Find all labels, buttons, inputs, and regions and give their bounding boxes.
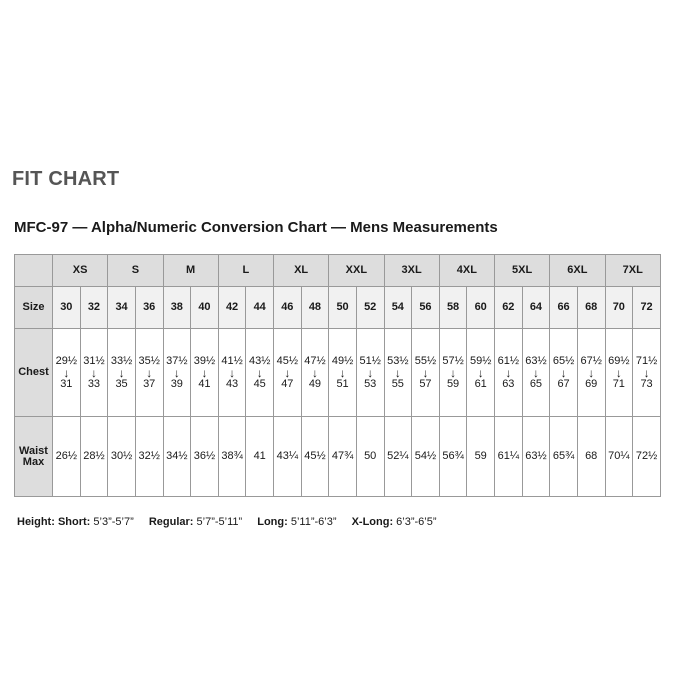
down-arrow-icon: ↓ [588, 365, 595, 380]
down-arrow-icon: ↓ [311, 365, 318, 380]
chest-to-value: 45 [253, 377, 266, 390]
down-arrow-icon: ↓ [505, 365, 512, 380]
chest-from-value: 69½ [608, 354, 630, 367]
chest-to-value: 43 [225, 377, 239, 390]
size-row-label: Size [15, 287, 53, 329]
down-arrow-icon: ↓ [118, 365, 125, 380]
page-title: FIT CHART [12, 168, 120, 190]
chest-from-value: 35½ [138, 354, 160, 367]
alpha-size-header: L [218, 255, 273, 287]
height-xlong-label: X-Long: [351, 516, 394, 528]
chest-cell [384, 329, 412, 417]
chest-cell [163, 329, 191, 417]
chest-cell [274, 329, 302, 417]
chest-cell [218, 329, 246, 417]
alpha-size-header: XS [53, 255, 108, 287]
down-arrow-icon: ↓ [90, 365, 97, 380]
chest-cell [550, 329, 578, 417]
size-cell: 66 [550, 287, 578, 329]
chest-from-value: 43½ [248, 354, 271, 367]
chest-from-value: 61½ [497, 354, 520, 367]
chest-from-value: 37½ [166, 354, 188, 367]
alpha-size-header: 7XL [605, 255, 661, 287]
height-short-range: 5’3”-5’7” [93, 516, 134, 528]
alpha-size-header: 4XL [439, 255, 494, 287]
alpha-size-header: 6XL [550, 255, 605, 287]
chest-from-value: 55½ [414, 354, 437, 367]
waist-cell: 68 [577, 417, 605, 497]
alpha-size-header: XL [274, 255, 329, 287]
down-arrow-icon: ↓ [173, 365, 180, 380]
waist-cell: 52¼ [384, 417, 412, 497]
chest-cell [301, 329, 329, 417]
chest-from-value: 57½ [442, 354, 464, 367]
chest-cell [412, 329, 440, 417]
chest-cell [356, 329, 384, 417]
fit-chart-table [14, 254, 661, 497]
chest-from-value: 47½ [304, 354, 326, 367]
chest-from-value: 39½ [193, 354, 216, 367]
alpha-size-header: M [163, 255, 218, 287]
chest-to-value: 37 [143, 377, 156, 390]
size-cell: 50 [329, 287, 357, 329]
chart-title: MFC-97 — Alpha/Numeric Conversion Chart — Mens Measurements [14, 219, 498, 236]
size-cell: 64 [522, 287, 550, 329]
height-long-label: Long: [257, 516, 288, 528]
chest-from-value: 53½ [387, 354, 409, 367]
chest-to-value: 47 [281, 377, 294, 390]
waist-cell: 47¾ [329, 417, 357, 497]
chest-cell [329, 329, 357, 417]
down-arrow-icon: ↓ [284, 365, 291, 380]
size-cell: 34 [108, 287, 136, 329]
waist-cell: 36½ [191, 417, 219, 497]
chest-to-value: 59 [446, 377, 460, 390]
height-regular-label: Regular: [148, 516, 194, 528]
size-cell: 40 [191, 287, 219, 329]
waist-cell: 28½ [80, 417, 108, 497]
chest-from-value: 45½ [276, 354, 299, 367]
chest-to-value: 51 [336, 377, 349, 390]
chest-row-label: Chest [15, 329, 53, 417]
chest-cell [522, 329, 550, 417]
down-arrow-icon: ↓ [256, 365, 263, 380]
size-cell: 70 [605, 287, 633, 329]
chest-from-value: 51½ [359, 354, 381, 367]
chest-from-value: 63½ [525, 354, 547, 367]
chest-to-value: 67 [557, 377, 570, 390]
chest-cell [467, 329, 495, 417]
alpha-size-header: S [108, 255, 163, 287]
chest-from-value: 49½ [331, 354, 354, 367]
corner-cell [15, 255, 53, 287]
down-arrow-icon: ↓ [560, 365, 567, 380]
waist-cell: 32½ [135, 417, 163, 497]
size-cell: 56 [412, 287, 440, 329]
chest-row [15, 329, 661, 417]
chest-to-value: 69 [585, 377, 598, 390]
size-cell: 32 [80, 287, 108, 329]
chest-to-value: 33 [87, 377, 101, 390]
down-arrow-icon: ↓ [339, 365, 346, 380]
waist-cell: 45½ [301, 417, 329, 497]
chest-to-value: 53 [364, 377, 377, 390]
waist-cell: 54½ [412, 417, 440, 497]
waist-row-label: Waist Max [15, 417, 53, 497]
down-arrow-icon: ↓ [643, 365, 650, 380]
waist-cell: 43¼ [274, 417, 302, 497]
chest-cell [439, 329, 467, 417]
chest-from-value: 59½ [469, 354, 492, 367]
waist-cell: 59 [467, 417, 495, 497]
chest-to-value: 71 [612, 377, 625, 390]
chest-to-value: 35 [115, 377, 128, 390]
size-cell: 48 [301, 287, 329, 329]
waist-cell: 72½ [633, 417, 661, 497]
down-arrow-icon: ↓ [229, 365, 236, 380]
height-regular-range: 5’7”-5’11” [196, 516, 243, 528]
height-xlong-range: 6’3”-6’5” [396, 516, 437, 528]
height-long-range: 5’11”-6’3” [290, 516, 337, 528]
chest-from-value: 65½ [552, 354, 575, 367]
waist-cell: 63½ [522, 417, 550, 497]
size-cell: 46 [274, 287, 302, 329]
alpha-size-header: 5XL [495, 255, 550, 287]
waist-cell: 56¾ [439, 417, 467, 497]
waist-cell: 70¼ [605, 417, 633, 497]
chest-cell [495, 329, 523, 417]
chest-from-value: 41½ [221, 354, 243, 367]
chest-cell [80, 329, 108, 417]
chest-to-value: 57 [419, 377, 432, 390]
waist-cell: 34½ [163, 417, 191, 497]
waist-cell: 38¾ [218, 417, 246, 497]
chest-from-value: 33½ [110, 354, 133, 367]
down-arrow-icon: ↓ [394, 365, 401, 380]
chest-to-value: 31 [60, 377, 73, 390]
chest-to-value: 73 [640, 377, 653, 390]
size-cell: 58 [439, 287, 467, 329]
chest-from-value: 29½ [55, 354, 78, 367]
size-cell: 42 [218, 287, 246, 329]
size-cell: 38 [163, 287, 191, 329]
chest-to-value: 65 [529, 377, 543, 390]
waist-row [15, 417, 661, 497]
chest-to-value: 61 [474, 377, 487, 390]
alpha-size-header: XXL [329, 255, 384, 287]
chest-to-value: 49 [308, 377, 322, 390]
chest-from-value: 67½ [580, 354, 602, 367]
chest-to-value: 63 [502, 377, 515, 390]
chest-cell [53, 329, 81, 417]
chest-cell [577, 329, 605, 417]
down-arrow-icon: ↓ [615, 365, 622, 380]
chest-cell [191, 329, 219, 417]
down-arrow-icon: ↓ [532, 365, 539, 380]
alpha-size-header: 3XL [384, 255, 439, 287]
size-cell: 72 [633, 287, 661, 329]
size-cell: 52 [356, 287, 384, 329]
waist-cell: 30½ [108, 417, 136, 497]
down-arrow-icon: ↓ [146, 365, 153, 380]
waist-cell: 41 [246, 417, 274, 497]
chest-cell [135, 329, 163, 417]
down-arrow-icon: ↓ [201, 365, 208, 380]
chest-to-value: 39 [170, 377, 183, 390]
chest-from-value: 71½ [635, 354, 658, 367]
chest-cell [108, 329, 136, 417]
chest-cell [605, 329, 633, 417]
height-label: Height: [17, 516, 55, 528]
down-arrow-icon: ↓ [422, 365, 429, 380]
down-arrow-icon: ↓ [477, 365, 484, 380]
height-short-label: Short: [57, 516, 91, 528]
chest-from-value: 31½ [83, 354, 105, 367]
size-cell: 36 [135, 287, 163, 329]
numeric-size-row [15, 287, 661, 329]
size-cell: 68 [577, 287, 605, 329]
alpha-size-row [15, 255, 661, 287]
size-cell: 30 [53, 287, 81, 329]
waist-cell: 61¼ [495, 417, 523, 497]
chest-to-value: 41 [198, 377, 211, 390]
size-cell: 62 [495, 287, 523, 329]
down-arrow-icon: ↓ [63, 365, 70, 380]
size-cell: 54 [384, 287, 412, 329]
chest-cell [246, 329, 274, 417]
waist-cell: 26½ [53, 417, 81, 497]
down-arrow-icon: ↓ [367, 365, 374, 380]
height-legend [17, 516, 437, 528]
size-cell: 44 [246, 287, 274, 329]
size-cell: 60 [467, 287, 495, 329]
waist-cell: 65¾ [550, 417, 578, 497]
down-arrow-icon: ↓ [450, 365, 457, 380]
chest-cell [633, 329, 661, 417]
chest-to-value: 55 [391, 377, 404, 390]
waist-cell: 50 [356, 417, 384, 497]
